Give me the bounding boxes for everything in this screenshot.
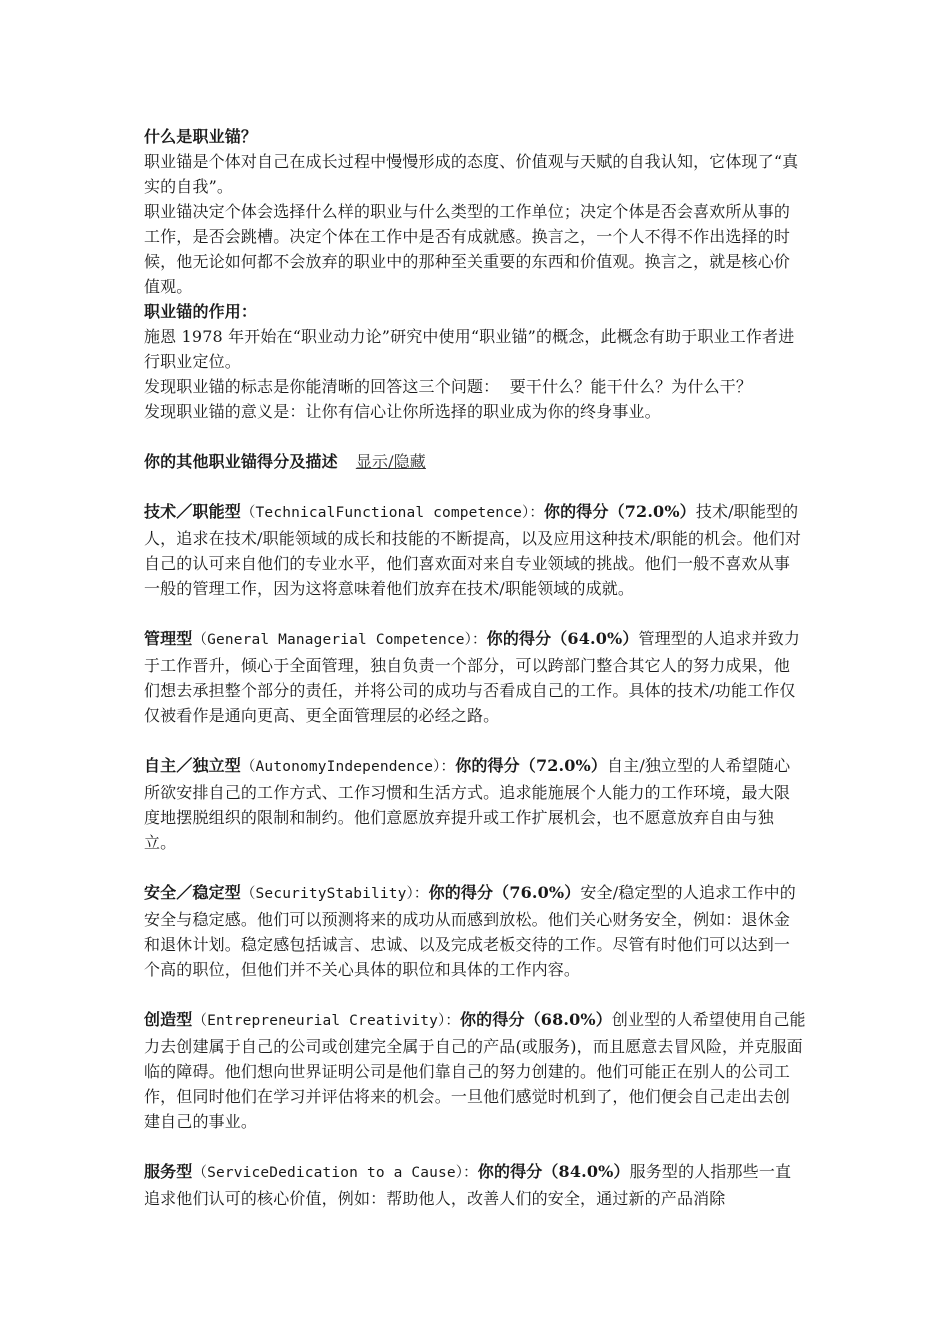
anchor-autonomy — [144, 753, 806, 855]
anchor-description: 技术/职能型的人，追求在技术/职能领域的成长和技能的不断提高，以及应用这种技术/职能的机会。他们对自己的认可来自他们的专业水平，他们喜欢面对来自专业领域的挑战。他们一般不喜欢从事一般的管理工作，因为这将意味着他们放弃在技术/职能领域的成就。 — [144, 502, 802, 598]
anchor-score: 你的得分（72.0%） — [544, 502, 696, 521]
spacer — [144, 474, 806, 499]
anchor-score: 你的得分（76.0%） — [428, 883, 581, 902]
spacer — [144, 982, 806, 1007]
anchor-name: 安全／稳定型 — [144, 883, 241, 902]
anchor-english-name: （SecurityStability）： — [240, 886, 429, 902]
intro-paragraph-5: 发现职业锚的意义是：让你有信心让你所选择的职业成为你的终身事业。 — [144, 402, 661, 421]
anchor-english-name: （ServiceDedication to a Cause）： — [192, 1165, 478, 1181]
anchor-description: 安全/稳定型的人追求工作中的安全与稳定感。他们可以预测将来的成功从而感到放松。他们关心财务安全，例如：退休金和退休计划。稳定感包括诚言、忠诚、以及完成老板交待的工作。尽管有时他们可以达到一个高的职位，但他们并不关心具体的职位和具体的工作内容。 — [144, 883, 796, 979]
role-heading: 职业锚的作用： — [144, 302, 258, 321]
anchor-description: 服务型的人指那些一直追求他们认可的核心价值，例如：帮助他人，改善人们的安全，通过新的产品消除 — [144, 1162, 792, 1208]
show-hide-toggle-link[interactable]: 显示/隐藏 — [355, 452, 426, 471]
anchor-score: 你的得分（64.0%） — [486, 629, 639, 648]
anchor-service — [144, 1159, 806, 1211]
anchor-description: 自主/独立型的人希望随心所欲安排自己的工作方式、工作习惯和生活方式。追求能施展个人能力的工作环境，最大限度地摆脱组织的限制和制约。他们意愿放弃提升或工作扩展机会，也不愿意放弃自由与独立。 — [144, 756, 791, 852]
what-is-career-anchor-heading: 什么是职业锚？ — [144, 127, 258, 146]
intro-paragraph-2: 职业锚决定个体会选择什么样的职业与什么类型的工作单位；决定个体是否会喜欢所从事的工作，是否会跳槽。决定个体在工作中是否有成就感。换言之，一个人不得不作出选择的时候，他无论如何都不会放弃的职业中的那种至关重要的东西和价值观。换言之，就是核心价值观。 — [144, 202, 791, 296]
anchor-name: 管理型 — [144, 629, 193, 648]
spacer — [144, 728, 806, 753]
anchor-description: 管理型的人追求并致力于工作晋升，倾心于全面管理，独自负责一个部分，可以跨部门整合其它人的努力成果，他们想去承担整个部分的责任，并将公司的成功与否看成自己的工作。具体的技术/功能工作仅仅被看作是通向更高、更全面管理层的必经之路。 — [144, 629, 801, 725]
spacer — [144, 855, 806, 880]
anchor-score: 你的得分（68.0%） — [460, 1010, 612, 1029]
anchor-english-name: （AutonomyIndependence）： — [240, 759, 456, 775]
anchor-description: 创业型的人希望使用自己能力去创建属于自己的公司或创建完全属于自己的产品(或服务)，而且愿意去冒风险，并克服面临的障碍。他们想向世界证明公司是他们靠自己的努力创建的。他们可能正在别人的公司工作，但同时他们在学习并评估将来的机会。一旦他们感觉时机到了，他们便会自己走出去创建自己的事业。 — [144, 1010, 806, 1131]
anchor-security — [144, 880, 806, 982]
anchor-english-name: （TechnicalFunctional competence）： — [240, 505, 544, 521]
document-page — [144, 124, 806, 1211]
intro-paragraph-4: 发现职业锚的标志是你能清晰的回答这三个问题： 要干什么？能干什么？为什么干？ — [144, 377, 753, 396]
anchor-name: 创造型 — [144, 1010, 193, 1029]
spacer — [144, 601, 806, 626]
anchor-english-name: （General Managerial Competence）： — [192, 632, 487, 648]
other-anchors-title: 你的其他职业锚得分及描述 — [144, 452, 338, 471]
spacer — [144, 424, 806, 449]
spacer — [144, 1134, 806, 1159]
anchor-score: 你的得分（84.0%） — [477, 1162, 630, 1181]
anchor-entrepreneurial — [144, 1007, 806, 1134]
anchor-name: 服务型 — [144, 1162, 193, 1181]
intro-paragraph-1: 职业锚是个体对自己在成长过程中慢慢形成的态度、价值观与天赋的自我认知，它体现了“真实的自我”。 — [144, 152, 799, 196]
intro-paragraph-3: 施恩 1978 年开始在“职业动力论”研究中使用“职业锚”的概念，此概念有助于职业工作者进行职业定位。 — [144, 327, 795, 371]
anchor-name: 技术／职能型 — [144, 502, 241, 521]
anchor-english-name: （Entrepreneurial Creativity）： — [192, 1013, 461, 1029]
anchor-technical — [144, 499, 806, 601]
anchor-score: 你的得分（72.0%） — [455, 756, 608, 775]
anchor-name: 自主／独立型 — [144, 756, 241, 775]
other-anchors-section-title — [144, 449, 806, 474]
anchor-managerial — [144, 626, 806, 728]
